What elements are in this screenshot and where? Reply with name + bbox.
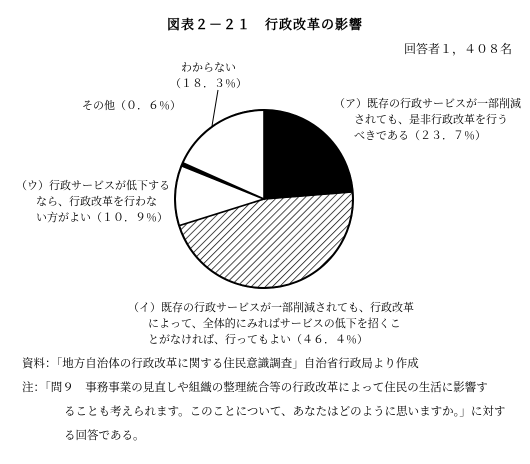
slice-label-a-line: されても、是非行政改革を行う xyxy=(354,113,508,126)
slice-label-other-line: その他（０．６％） xyxy=(82,99,181,112)
respondent-count: 回答者１，４０８名 xyxy=(403,42,512,56)
question-note-line: 注：「問９ 事務事業の見直しや組織の整理統合等の行政改革によって住民の生活に影響す xyxy=(22,380,488,394)
slice-label-i-line: によって、全体的にみればサービスの低下を招くこ xyxy=(148,317,401,330)
slice-label-i-line: （イ）既存の行政サービスが一部削減されても、行政改革 xyxy=(128,301,414,314)
slice-label-dontknow-line: （１８．３％） xyxy=(170,77,247,90)
dontknow-leader-line xyxy=(212,90,218,126)
slice-label-u-line: なら、行政改革を行わな xyxy=(36,195,157,208)
slice-label-a-line: べきである（２３．７％） xyxy=(354,129,486,142)
source-note: 資料：「地方自治体の行政改革に関する住民意識調査」自治省行政局より作成 xyxy=(22,356,419,370)
slice-label-u-line: い方がよい（１０．９％） xyxy=(36,211,168,224)
slice-label-i xyxy=(128,300,414,348)
question-note-line: ることも考えられます。このことについて、あなたはどのように思いますか。」に対す xyxy=(64,404,506,418)
slice-label-a-line: （ア）既存の行政サービスが一部削減 xyxy=(334,97,521,110)
question-note-line: る回答である。 xyxy=(64,428,145,442)
pie-slices xyxy=(175,90,353,288)
slice-label-dontknow xyxy=(170,60,247,92)
slice-label-dontknow-line: わからない xyxy=(181,61,236,74)
slice-label-a xyxy=(334,96,521,144)
slice-label-u-line: （ウ）行政サービスが低下する xyxy=(16,179,170,192)
slice-label-u xyxy=(16,178,170,226)
slice-label-i-line: とがなければ、行ってもよい（４６．４％） xyxy=(148,333,368,346)
figure-title: 図表２－２１ 行政改革の影響 xyxy=(166,18,363,33)
slice-label-other xyxy=(82,98,181,114)
